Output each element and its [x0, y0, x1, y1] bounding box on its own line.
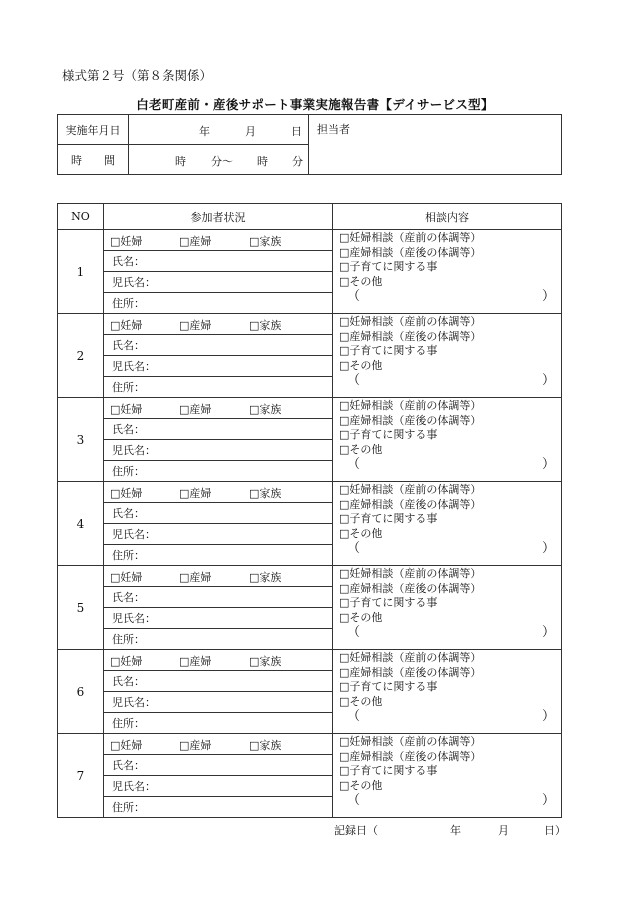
participant-type-checkbox[interactable]: □家族	[249, 403, 282, 416]
paren-close: ）	[541, 373, 555, 388]
consult-checkbox[interactable]: □産婦相談（産後の体調等）	[339, 329, 482, 343]
consult-cell	[333, 734, 562, 818]
address-field[interactable]	[104, 377, 333, 398]
consult-checkbox[interactable]: □産婦相談（産後の体調等）	[339, 497, 482, 511]
address-field[interactable]	[104, 797, 333, 818]
participant-type-checkbox[interactable]: □家族	[249, 571, 282, 584]
header-table	[57, 114, 562, 175]
field-label: 住所：	[112, 465, 145, 478]
participant-type-checkbox[interactable]: □家族	[249, 655, 282, 668]
field-label: 氏名：	[112, 591, 145, 604]
consult-checkbox[interactable]: □妊婦相談（産前の体調等）	[339, 315, 482, 328]
field-label: 氏名：	[112, 255, 145, 268]
consult-checkbox[interactable]: □その他	[339, 778, 383, 792]
consult-checkbox[interactable]: □子育てに関する事	[339, 344, 438, 357]
paren-close: ）	[541, 625, 555, 640]
paren-close: ）	[541, 709, 555, 724]
address-field[interactable]	[104, 629, 333, 650]
name-field[interactable]	[104, 755, 333, 776]
name-field[interactable]	[104, 587, 333, 608]
paren-close: ）	[541, 793, 555, 808]
paren-close: ）	[541, 457, 555, 472]
participant-type-checkbox[interactable]: □産婦	[179, 571, 212, 584]
participant-row	[58, 734, 562, 755]
participant-type-checkbox[interactable]: □産婦	[179, 403, 212, 416]
paren-open: （	[347, 625, 361, 640]
consult-checkbox[interactable]: □産婦相談（産後の体調等）	[339, 245, 482, 259]
participant-row	[58, 566, 562, 587]
field-label: 氏名：	[112, 339, 145, 352]
consult-checkbox[interactable]: □妊婦相談（産前の体調等）	[339, 483, 482, 496]
consult-cell	[333, 566, 562, 650]
child-name-field[interactable]	[104, 356, 333, 377]
other-detail-field[interactable]	[339, 793, 561, 809]
consult-checkbox[interactable]: □産婦相談（産後の体調等）	[339, 413, 482, 427]
consult-cell	[333, 482, 562, 566]
participant-type-checkbox[interactable]: □産婦	[179, 739, 212, 752]
consult-checkbox[interactable]: □その他	[339, 274, 383, 288]
consult-cell	[333, 398, 562, 482]
name-field[interactable]	[104, 251, 333, 272]
paren-open: （	[347, 541, 361, 556]
other-detail-field[interactable]	[339, 289, 561, 305]
address-field[interactable]	[104, 293, 333, 314]
field-label: 住所：	[112, 381, 145, 394]
participant-type-cell	[104, 398, 333, 419]
consult-checkbox[interactable]: □子育てに関する事	[339, 260, 438, 273]
row-number: 1	[58, 230, 104, 314]
field-label: 児氏名：	[112, 528, 156, 541]
address-field[interactable]	[104, 461, 333, 482]
participant-type-cell	[104, 650, 333, 671]
participant-type-cell	[104, 314, 333, 335]
field-label: 氏名：	[112, 759, 145, 772]
consult-checkbox[interactable]: □産婦相談（産後の体調等）	[339, 581, 482, 595]
participant-type-checkbox[interactable]: □妊婦	[110, 319, 143, 332]
consult-checkbox[interactable]: □子育てに関する事	[339, 512, 438, 525]
consult-cell	[333, 230, 562, 314]
paren-open: （	[347, 289, 361, 304]
other-detail-field[interactable]	[339, 709, 561, 725]
participant-type-checkbox[interactable]: □家族	[249, 235, 282, 248]
field-label: 氏名：	[112, 675, 145, 688]
row-number: 6	[58, 650, 104, 734]
row-number: 4	[58, 482, 104, 566]
consult-checkbox[interactable]: □妊婦相談（産前の体調等）	[339, 735, 482, 748]
participant-type-cell	[104, 566, 333, 587]
date-year-unit: 年	[199, 125, 210, 138]
participant-type-cell	[104, 482, 333, 503]
date-month-unit: 月	[245, 125, 256, 138]
address-field[interactable]	[104, 713, 333, 734]
field-label: 住所：	[112, 801, 145, 814]
paren-open: （	[347, 373, 361, 388]
paren-close: ）	[541, 289, 555, 304]
participant-row	[58, 650, 562, 671]
participant-type-checkbox[interactable]: □妊婦	[110, 487, 143, 500]
consult-checkbox[interactable]: □産婦相談（産後の体調等）	[339, 749, 482, 763]
consult-checkbox[interactable]: □子育てに関する事	[339, 428, 438, 441]
date-day-unit: 日	[291, 125, 302, 138]
participant-type-cell	[104, 734, 333, 755]
participant-type-checkbox[interactable]: □妊婦	[110, 571, 143, 584]
participant-row	[58, 314, 562, 335]
address-field[interactable]	[104, 545, 333, 566]
column-header-participant: 参加者状況	[104, 204, 333, 230]
participant-type-checkbox[interactable]: □産婦	[179, 487, 212, 500]
field-label: 児氏名：	[112, 696, 156, 709]
participant-type-checkbox[interactable]: □家族	[249, 739, 282, 752]
time-hour-end-unit: 時	[257, 155, 268, 168]
participant-type-checkbox[interactable]: □妊婦	[110, 739, 143, 752]
participant-type-checkbox[interactable]: □産婦	[179, 655, 212, 668]
staff-field[interactable]	[309, 115, 562, 175]
time-field[interactable]	[129, 145, 309, 175]
consult-checkbox[interactable]: □妊婦相談（産前の体調等）	[339, 399, 482, 412]
field-label: 児氏名：	[112, 360, 156, 373]
consult-checkbox[interactable]: □妊婦相談（産前の体調等）	[339, 231, 482, 244]
field-label: 児氏名：	[112, 276, 156, 289]
consult-checkbox[interactable]: □妊婦相談（産前の体調等）	[339, 567, 482, 580]
time-hour-start-unit: 時	[175, 155, 186, 168]
child-name-field[interactable]	[104, 440, 333, 461]
participant-type-checkbox[interactable]: □妊婦	[110, 235, 143, 248]
participant-type-checkbox[interactable]: □家族	[249, 319, 282, 332]
consult-checkbox[interactable]: □妊婦相談（産前の体調等）	[339, 651, 482, 664]
column-header-consult: 相談内容	[333, 204, 562, 230]
column-header-row	[58, 204, 562, 230]
consult-cell	[333, 650, 562, 734]
consult-checkbox[interactable]: □その他	[339, 526, 383, 540]
participant-type-cell	[104, 230, 333, 251]
field-label: 住所：	[112, 549, 145, 562]
paren-open: （	[347, 709, 361, 724]
field-label: 氏名：	[112, 507, 145, 520]
time-minute-end-unit: 分	[292, 155, 303, 168]
child-name-field[interactable]	[104, 692, 333, 713]
field-label: 住所：	[112, 297, 145, 310]
consult-checkbox[interactable]: □子育てに関する事	[339, 680, 438, 693]
child-name-field[interactable]	[104, 524, 333, 545]
other-detail-field[interactable]	[339, 457, 561, 473]
name-field[interactable]	[104, 335, 333, 356]
other-detail-field[interactable]	[339, 541, 561, 557]
consult-cell	[333, 314, 562, 398]
participant-type-checkbox[interactable]: □妊婦	[110, 655, 143, 668]
field-label: 氏名：	[112, 423, 145, 436]
participant-type-checkbox[interactable]: □家族	[249, 487, 282, 500]
column-header-no: NO	[58, 204, 104, 230]
participant-row	[58, 398, 562, 419]
row-number: 3	[58, 398, 104, 482]
other-detail-field[interactable]	[339, 373, 561, 389]
field-label: 児氏名：	[112, 780, 156, 793]
participant-type-checkbox[interactable]: □産婦	[179, 319, 212, 332]
participant-type-checkbox[interactable]: □産婦	[179, 235, 212, 248]
consult-checkbox[interactable]: □その他	[339, 442, 383, 456]
child-name-field[interactable]	[104, 776, 333, 797]
name-field[interactable]	[104, 671, 333, 692]
report-table	[57, 203, 562, 818]
participant-type-checkbox[interactable]: □妊婦	[110, 403, 143, 416]
field-label: 児氏名：	[112, 612, 156, 625]
name-field[interactable]	[104, 419, 333, 440]
consult-checkbox[interactable]: □その他	[339, 694, 383, 708]
consult-checkbox[interactable]: □子育てに関する事	[339, 596, 438, 609]
paren-open: （	[347, 457, 361, 472]
record-day-unit: 日）	[544, 824, 566, 837]
row-number: 2	[58, 314, 104, 398]
field-label: 住所：	[112, 633, 145, 646]
participant-row	[58, 230, 562, 251]
record-year-unit: 年	[450, 824, 461, 837]
field-label: 児氏名：	[112, 444, 156, 457]
other-detail-field[interactable]	[339, 625, 561, 641]
consult-checkbox[interactable]: □その他	[339, 358, 383, 372]
child-name-field[interactable]	[104, 608, 333, 629]
paren-open: （	[347, 793, 361, 808]
child-name-field[interactable]	[104, 272, 333, 293]
time-minute-start-unit: 分〜	[211, 155, 233, 168]
record-date	[334, 822, 564, 838]
date-label: 実施年月日	[58, 115, 129, 145]
staff-label: 担当者	[317, 123, 350, 136]
time-label: 時 間	[58, 145, 129, 175]
participant-row	[58, 482, 562, 503]
consult-checkbox[interactable]: □子育てに関する事	[339, 764, 438, 777]
name-field[interactable]	[104, 503, 333, 524]
form-number: 様式第２号（第８条関係）	[62, 68, 213, 83]
row-number: 7	[58, 734, 104, 818]
field-label: 住所：	[112, 717, 145, 730]
date-field[interactable]	[129, 115, 309, 145]
record-month-unit: 月	[498, 824, 509, 837]
consult-checkbox[interactable]: □その他	[339, 610, 383, 624]
document-title: 白老町産前・産後サポート事業実施報告書【デイサービス型】	[136, 97, 494, 112]
paren-close: ）	[541, 541, 555, 556]
row-number: 5	[58, 566, 104, 650]
consult-checkbox[interactable]: □産婦相談（産後の体調等）	[339, 665, 482, 679]
record-date-label: 記録日（	[334, 824, 378, 837]
